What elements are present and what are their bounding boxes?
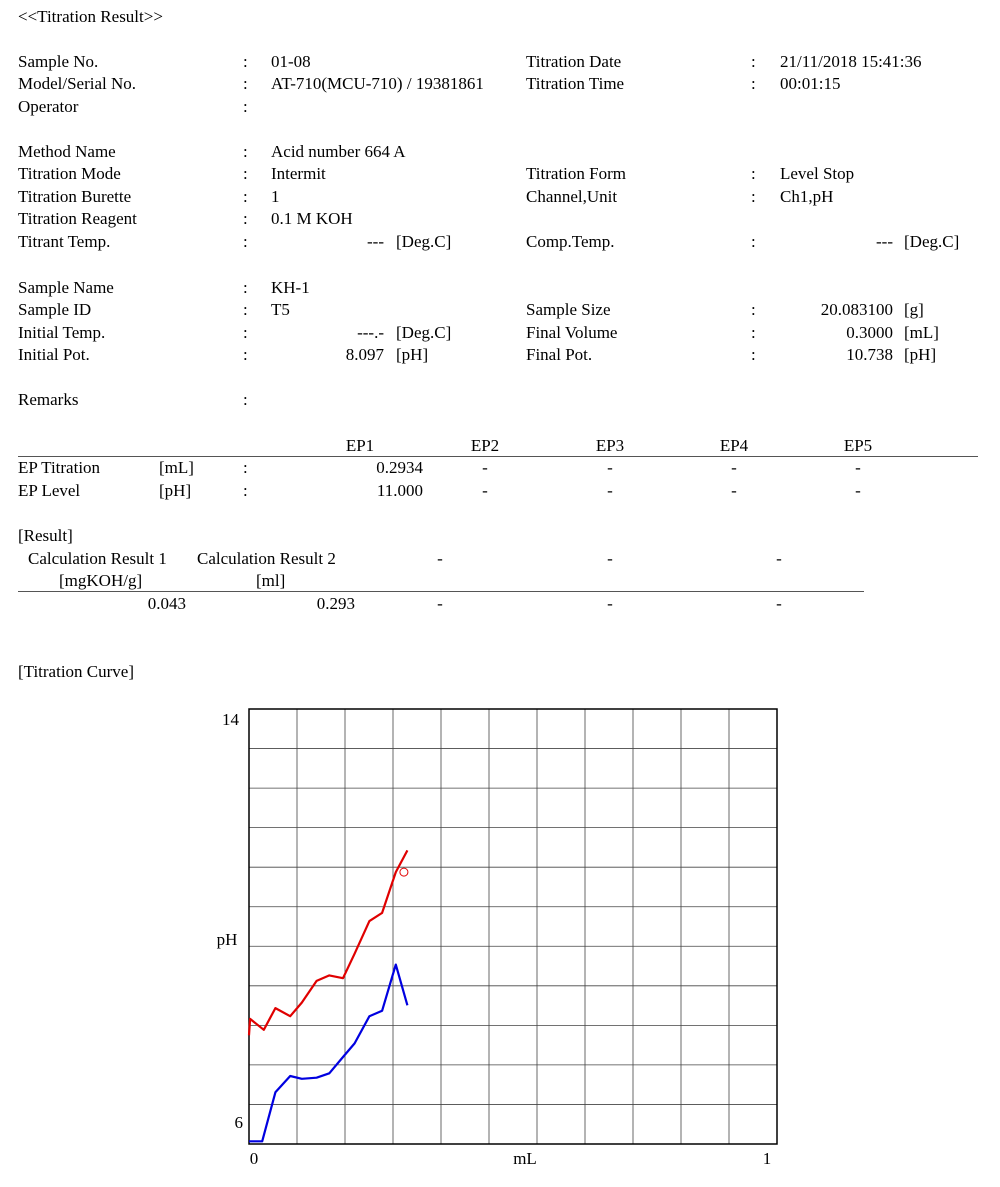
sample-name-label: Sample Name [18, 278, 114, 297]
titration-reagent-value: 0.1 M KOH [271, 209, 353, 228]
ep-row-unit: [pH] [159, 481, 192, 500]
ep-cell: - [482, 481, 488, 500]
result-header: - [776, 549, 782, 568]
titration-form-label: Titration Form [526, 164, 626, 183]
titration-time-value: 00:01:15 [780, 74, 841, 93]
ep-cell: 0.2934 [376, 458, 423, 477]
titration-mode-value: Intermit [271, 164, 326, 183]
final-pot-label: Final Pot. [526, 345, 593, 364]
sep: : [243, 323, 248, 342]
curve-heading: [Titration Curve] [18, 662, 135, 681]
titration-form-value: Level Stop [780, 164, 855, 183]
ep-header: EP5 [843, 436, 873, 455]
sep: : [243, 52, 248, 71]
comp-temp-unit: [Deg.C] [904, 232, 960, 251]
initial-temp-label: Initial Temp. [18, 323, 106, 342]
chart-frame [249, 709, 777, 1144]
titration-burette-label: Titration Burette [18, 187, 132, 206]
result-header: - [437, 549, 443, 568]
initial-pot-value: 8.097 [345, 345, 384, 364]
x-tick-label: 1 [762, 1149, 772, 1168]
ep-row-label: EP Titration [18, 458, 101, 477]
channel-unit-label: Channel,Unit [526, 187, 618, 206]
result-header: Calculation Result 2 [197, 549, 336, 568]
final-volume-value: 0.3000 [846, 323, 893, 342]
method-name-value: Acid number 664 A [271, 142, 406, 161]
titrant-temp-label: Titrant Temp. [18, 232, 111, 251]
sep: : [243, 97, 248, 116]
sep: : [243, 142, 248, 161]
model-value: AT-710(MCU-710) / 19381861 [271, 74, 484, 93]
result-value: 0.043 [147, 594, 186, 613]
sep: : [751, 74, 756, 93]
ep-cell: - [731, 458, 737, 477]
ep-header: EP3 [595, 436, 625, 455]
result-unit: [ml] [256, 571, 286, 590]
ep-cell: - [855, 458, 861, 477]
initial-pot-label: Initial Pot. [18, 345, 90, 364]
remarks-label: Remarks [18, 390, 79, 409]
comp-temp-label: Comp.Temp. [526, 232, 615, 251]
sample-size-value: 20.083100 [820, 300, 893, 319]
titrant-temp-value: --- [367, 232, 384, 251]
final-volume-unit: [mL] [904, 323, 939, 342]
x-tick-label: 0 [249, 1149, 259, 1168]
titration-reagent-label: Titration Reagent [18, 209, 137, 228]
sep: : [751, 52, 756, 71]
sep: : [243, 481, 248, 500]
final-pot-value: 10.738 [846, 345, 893, 364]
result-value: - [437, 594, 443, 613]
titration-burette-value: 1 [271, 187, 280, 206]
titration-time-label: Titration Time [526, 74, 625, 93]
result-header: Calculation Result 1 [28, 549, 167, 568]
sep: : [243, 390, 248, 409]
ep-cell: 11.000 [376, 481, 423, 500]
sep: : [243, 232, 248, 251]
series-line-2 [249, 965, 407, 1142]
ep-cell: - [607, 458, 613, 477]
ep-row-unit: [mL] [159, 458, 194, 477]
titrant-temp-unit: [Deg.C] [396, 232, 452, 251]
sample-name-value: KH-1 [271, 278, 310, 297]
final-volume-label: Final Volume [526, 323, 618, 342]
method-name-label: Method Name [18, 142, 116, 161]
sep: : [243, 187, 248, 206]
sep: : [243, 74, 248, 93]
sep: : [243, 300, 248, 319]
sep: : [751, 164, 756, 183]
ep-header-rule [18, 456, 978, 457]
ep-header: EP4 [719, 436, 749, 455]
ep-cell: - [482, 458, 488, 477]
y-tick-label: 14 [222, 710, 239, 729]
sep: : [243, 164, 248, 183]
chart-grid [249, 709, 777, 1144]
titration-date-label: Titration Date [526, 52, 622, 71]
sep: : [751, 232, 756, 251]
sample-size-unit: [g] [904, 300, 924, 319]
sep: : [243, 458, 248, 477]
result-header: - [607, 549, 613, 568]
result-rule [18, 591, 864, 592]
ep-row-label: EP Level [18, 481, 81, 500]
result-value: - [776, 594, 782, 613]
result-value: - [607, 594, 613, 613]
ep-cell: - [855, 481, 861, 500]
sep: : [751, 300, 756, 319]
sep: : [751, 323, 756, 342]
sample-id-label: Sample ID [18, 300, 92, 319]
result-value: 0.293 [316, 594, 355, 613]
titration-date-value: 21/11/2018 15:41:36 [780, 52, 922, 71]
y-tick-label: 6 [234, 1113, 243, 1132]
sep: : [243, 345, 248, 364]
sep: : [243, 209, 248, 228]
initial-temp-unit: [Deg.C] [396, 323, 452, 342]
initial-temp-value: ---.- [357, 323, 384, 342]
ep-cell: - [607, 481, 613, 500]
ep-cell: - [731, 481, 737, 500]
titration-chart [0, 690, 1000, 1180]
result-unit: [mgKOH/g] [59, 571, 143, 590]
endpoint-marker [400, 868, 408, 876]
ep-header: EP2 [470, 436, 500, 455]
model-label: Model/Serial No. [18, 74, 137, 93]
final-pot-unit: [pH] [904, 345, 937, 364]
comp-temp-value: --- [876, 232, 893, 251]
sample-id-value: T5 [271, 300, 290, 319]
sample-size-label: Sample Size [526, 300, 611, 319]
sep: : [751, 345, 756, 364]
operator-label: Operator [18, 97, 79, 116]
x-axis-label: mL [513, 1149, 537, 1168]
result-heading: [Result] [18, 526, 73, 545]
sep: : [243, 278, 248, 297]
chart-series [249, 850, 408, 1141]
y-axis-label: pH [216, 930, 238, 949]
sample-no-label: Sample No. [18, 52, 99, 71]
page-title: <<Titration Result>> [18, 7, 163, 26]
ep-header: EP1 [345, 436, 375, 455]
channel-unit-value: Ch1,pH [780, 187, 834, 206]
sample-no-value: 01-08 [271, 52, 311, 71]
sep: : [751, 187, 756, 206]
initial-pot-unit: [pH] [396, 345, 429, 364]
titration-mode-label: Titration Mode [18, 164, 121, 183]
